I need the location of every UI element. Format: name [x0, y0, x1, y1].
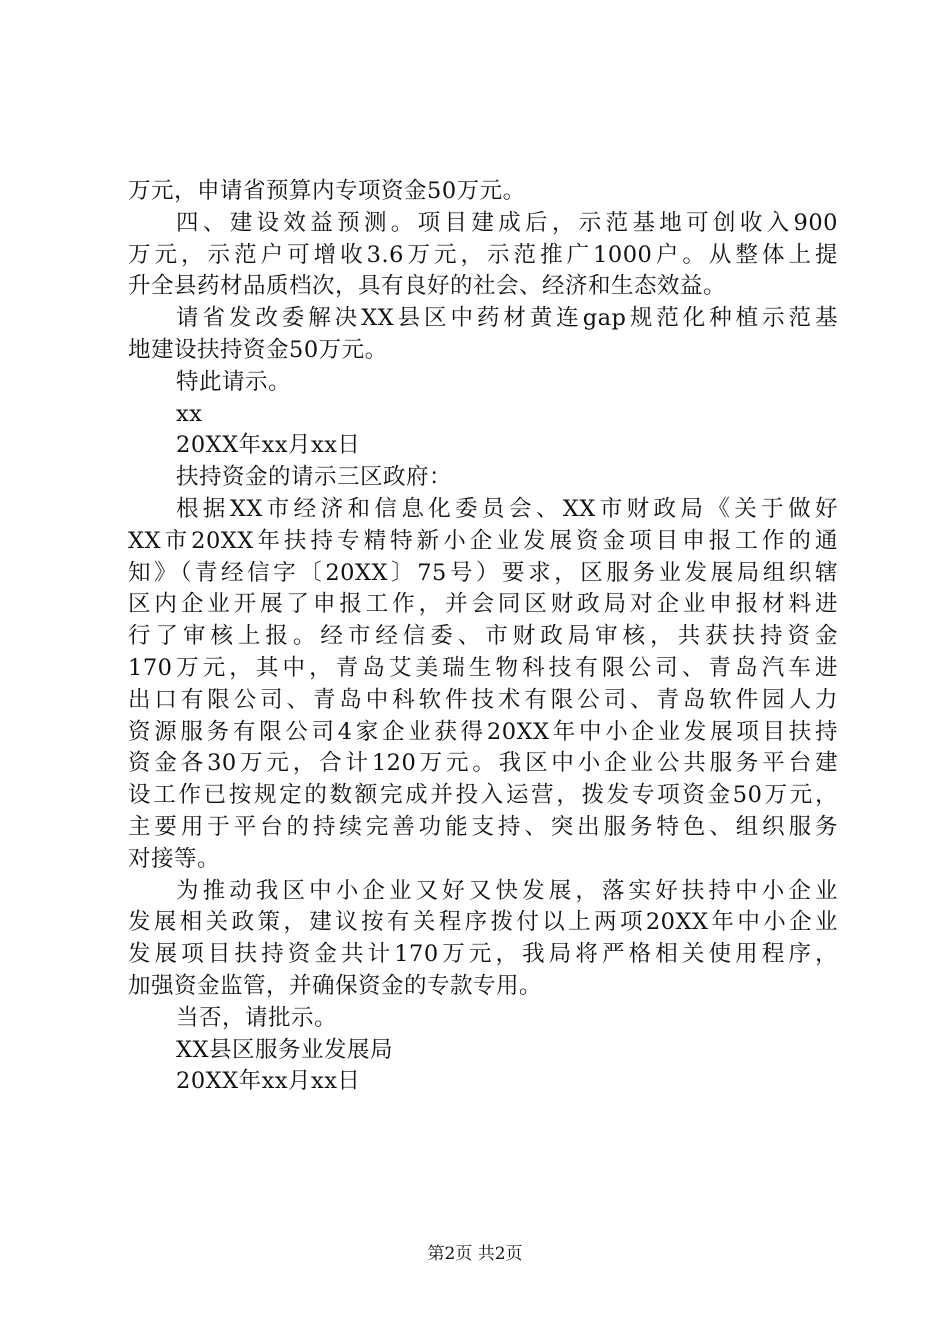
- text-line: 主要用于平台的持续完善功能支持、突出服务特色、组织服务: [128, 813, 838, 840]
- text-line: 出口有限公司、青岛中科软件技术有限公司、青岛软件园人力: [128, 686, 838, 713]
- text-line: 根据XX市经济和信息化委员会、XX市财政局《关于做好: [176, 495, 838, 522]
- text-line: 地建设扶持资金50万元。: [128, 336, 388, 363]
- text-line: 资源服务有限公司4家企业获得20XX年中小企业发展项目扶持: [128, 718, 838, 745]
- text-line: 请省发改委解决XX县区中药材黄连gap规范化种植示范基: [176, 305, 838, 332]
- text-line: 升全县药材品质档次，具有良好的社会、经济和生态效益。: [128, 273, 727, 300]
- text-line: 万元，示范户可增收3.6万元，示范推广1000户。从整体上提: [128, 241, 838, 268]
- document-body: [128, 176, 838, 1098]
- text-line: 当否，请批示。: [176, 1004, 338, 1031]
- text-line: 万元，申请省预算内专项资金50万元。: [128, 178, 526, 204]
- text-line: 20XX年xx月xx日: [176, 1068, 361, 1095]
- text-line: 特此请示。: [176, 368, 292, 395]
- text-line: 扶持资金的请示三区政府：: [176, 464, 453, 491]
- text-line: 发展相关政策，建议按有关程序拨付以上两项20XX年中小企业: [128, 909, 838, 936]
- text-line: 发展项目扶持资金共计170万元，我局将严格相关使用程序，: [128, 941, 838, 968]
- page-footer: 第2页 共2页: [427, 1244, 523, 1264]
- text-line: XX县区服务业发展局: [176, 1036, 394, 1063]
- text-line: 对接等。: [128, 845, 221, 872]
- text-line: XX市20XX年扶持专精特新小企业发展资金项目申报工作的通: [128, 527, 838, 554]
- text-line: 20XX年xx月xx日: [176, 432, 361, 459]
- text-line: 为推动我区中小企业又好又快发展，落实好扶持中小企业: [176, 877, 838, 904]
- text-line: 资金各30万元，合计120万元。我区中小企业公共服务平台建: [128, 750, 838, 777]
- text-line: 区内企业开展了申报工作，并会同区财政局对企业申报材料进: [128, 591, 838, 618]
- text-line: 设工作已按规定的数额完成并投入运营，拨发专项资金50万元，: [128, 782, 838, 809]
- text-line: 170万元，其中，青岛艾美瑞生物科技有限公司、青岛汽车进: [128, 654, 838, 681]
- text-line: xx: [176, 400, 203, 427]
- text-line: 四、建设效益预测。项目建成后，示范基地可创收入900: [176, 209, 838, 236]
- text-line: 加强资金监管，并确保资金的专款专用。: [128, 972, 543, 999]
- text-line: 知》（青经信字〔20XX〕75号）要求，区服务业发展局组织辖: [128, 559, 838, 586]
- text-line: 行了审核上报。经市经信委、市财政局审核，共获扶持资金: [128, 623, 838, 650]
